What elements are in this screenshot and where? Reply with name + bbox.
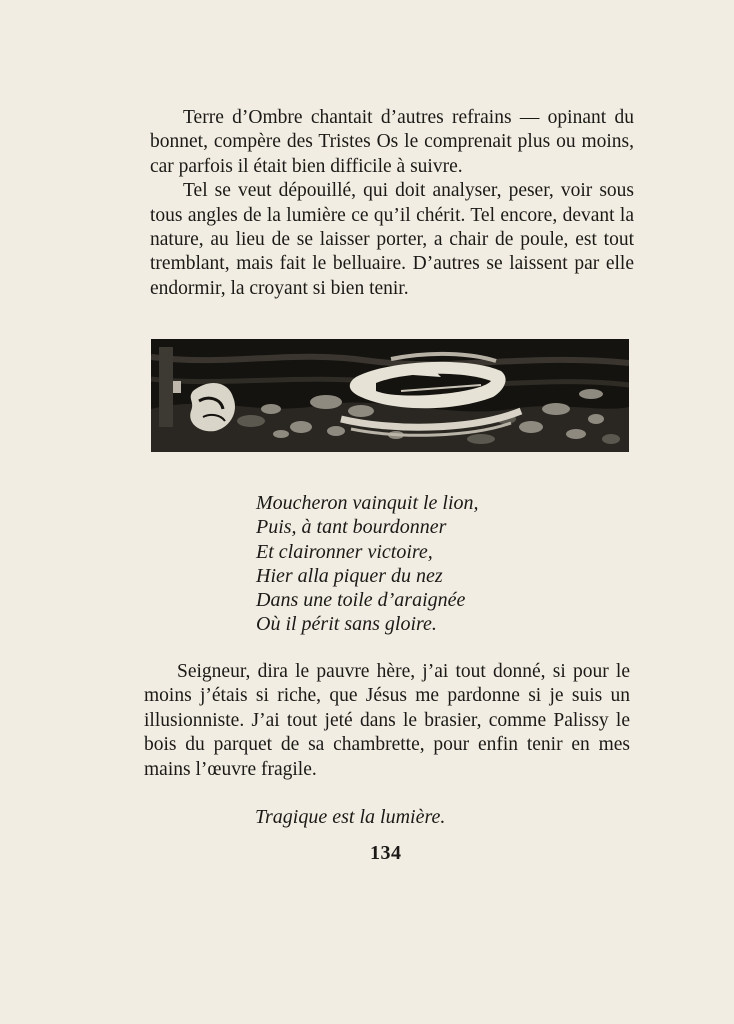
poem-line: Moucheron vainquit le lion,	[256, 492, 479, 514]
motto: Tragique est la lumière.	[255, 806, 446, 828]
poem-line: Dans une toile d’araignée	[256, 589, 466, 612]
page-number: 134	[370, 842, 402, 864]
top-text-block	[150, 106, 634, 301]
paragraph-tel-se-veut: Tel se veut dépouillé, qui doit analyser, peser, voir sous tous angles de la lumière ce qu’il chérit. Tel encore, devant la nature, au lieu de se laisser porter, a chair de poule, est tout tremblant, mais fait le belluaire. D’autres se laissent par elle endormir, la croyant si bien tenir.	[150, 180, 634, 299]
poem-line: Où il périt sans gloire.	[256, 613, 437, 636]
poem-line: Et claironner victoire,	[256, 540, 433, 563]
paragraph-seigneur: Seigneur, dira le pauvre hère, j’ai tout donné, si pour le moins j’étais si riche, que Jésus me pardonne si je suis un illusionniste. J’ai tout jeté dans le brasier, comme Palissy le bois du parquet de sa chambrette, pour enfin tenir en mes mains l’œuvre fragile.	[144, 661, 630, 780]
woodcut-image	[151, 339, 629, 452]
bottom-text-block	[144, 660, 630, 782]
woodcut-illustration	[151, 339, 629, 452]
paragraph-terre-dombre: Terre d’Ombre chantait d’autres refrains — opinant du bonnet, compère des Tristes Os le comprenait plus ou moins, car parfois il était bien difficile à suivre.	[150, 107, 634, 177]
poem-line: Puis, à tant bourdonner	[256, 516, 447, 539]
poem-line: Hier alla piquer du nez	[256, 564, 443, 587]
poem	[256, 491, 596, 637]
